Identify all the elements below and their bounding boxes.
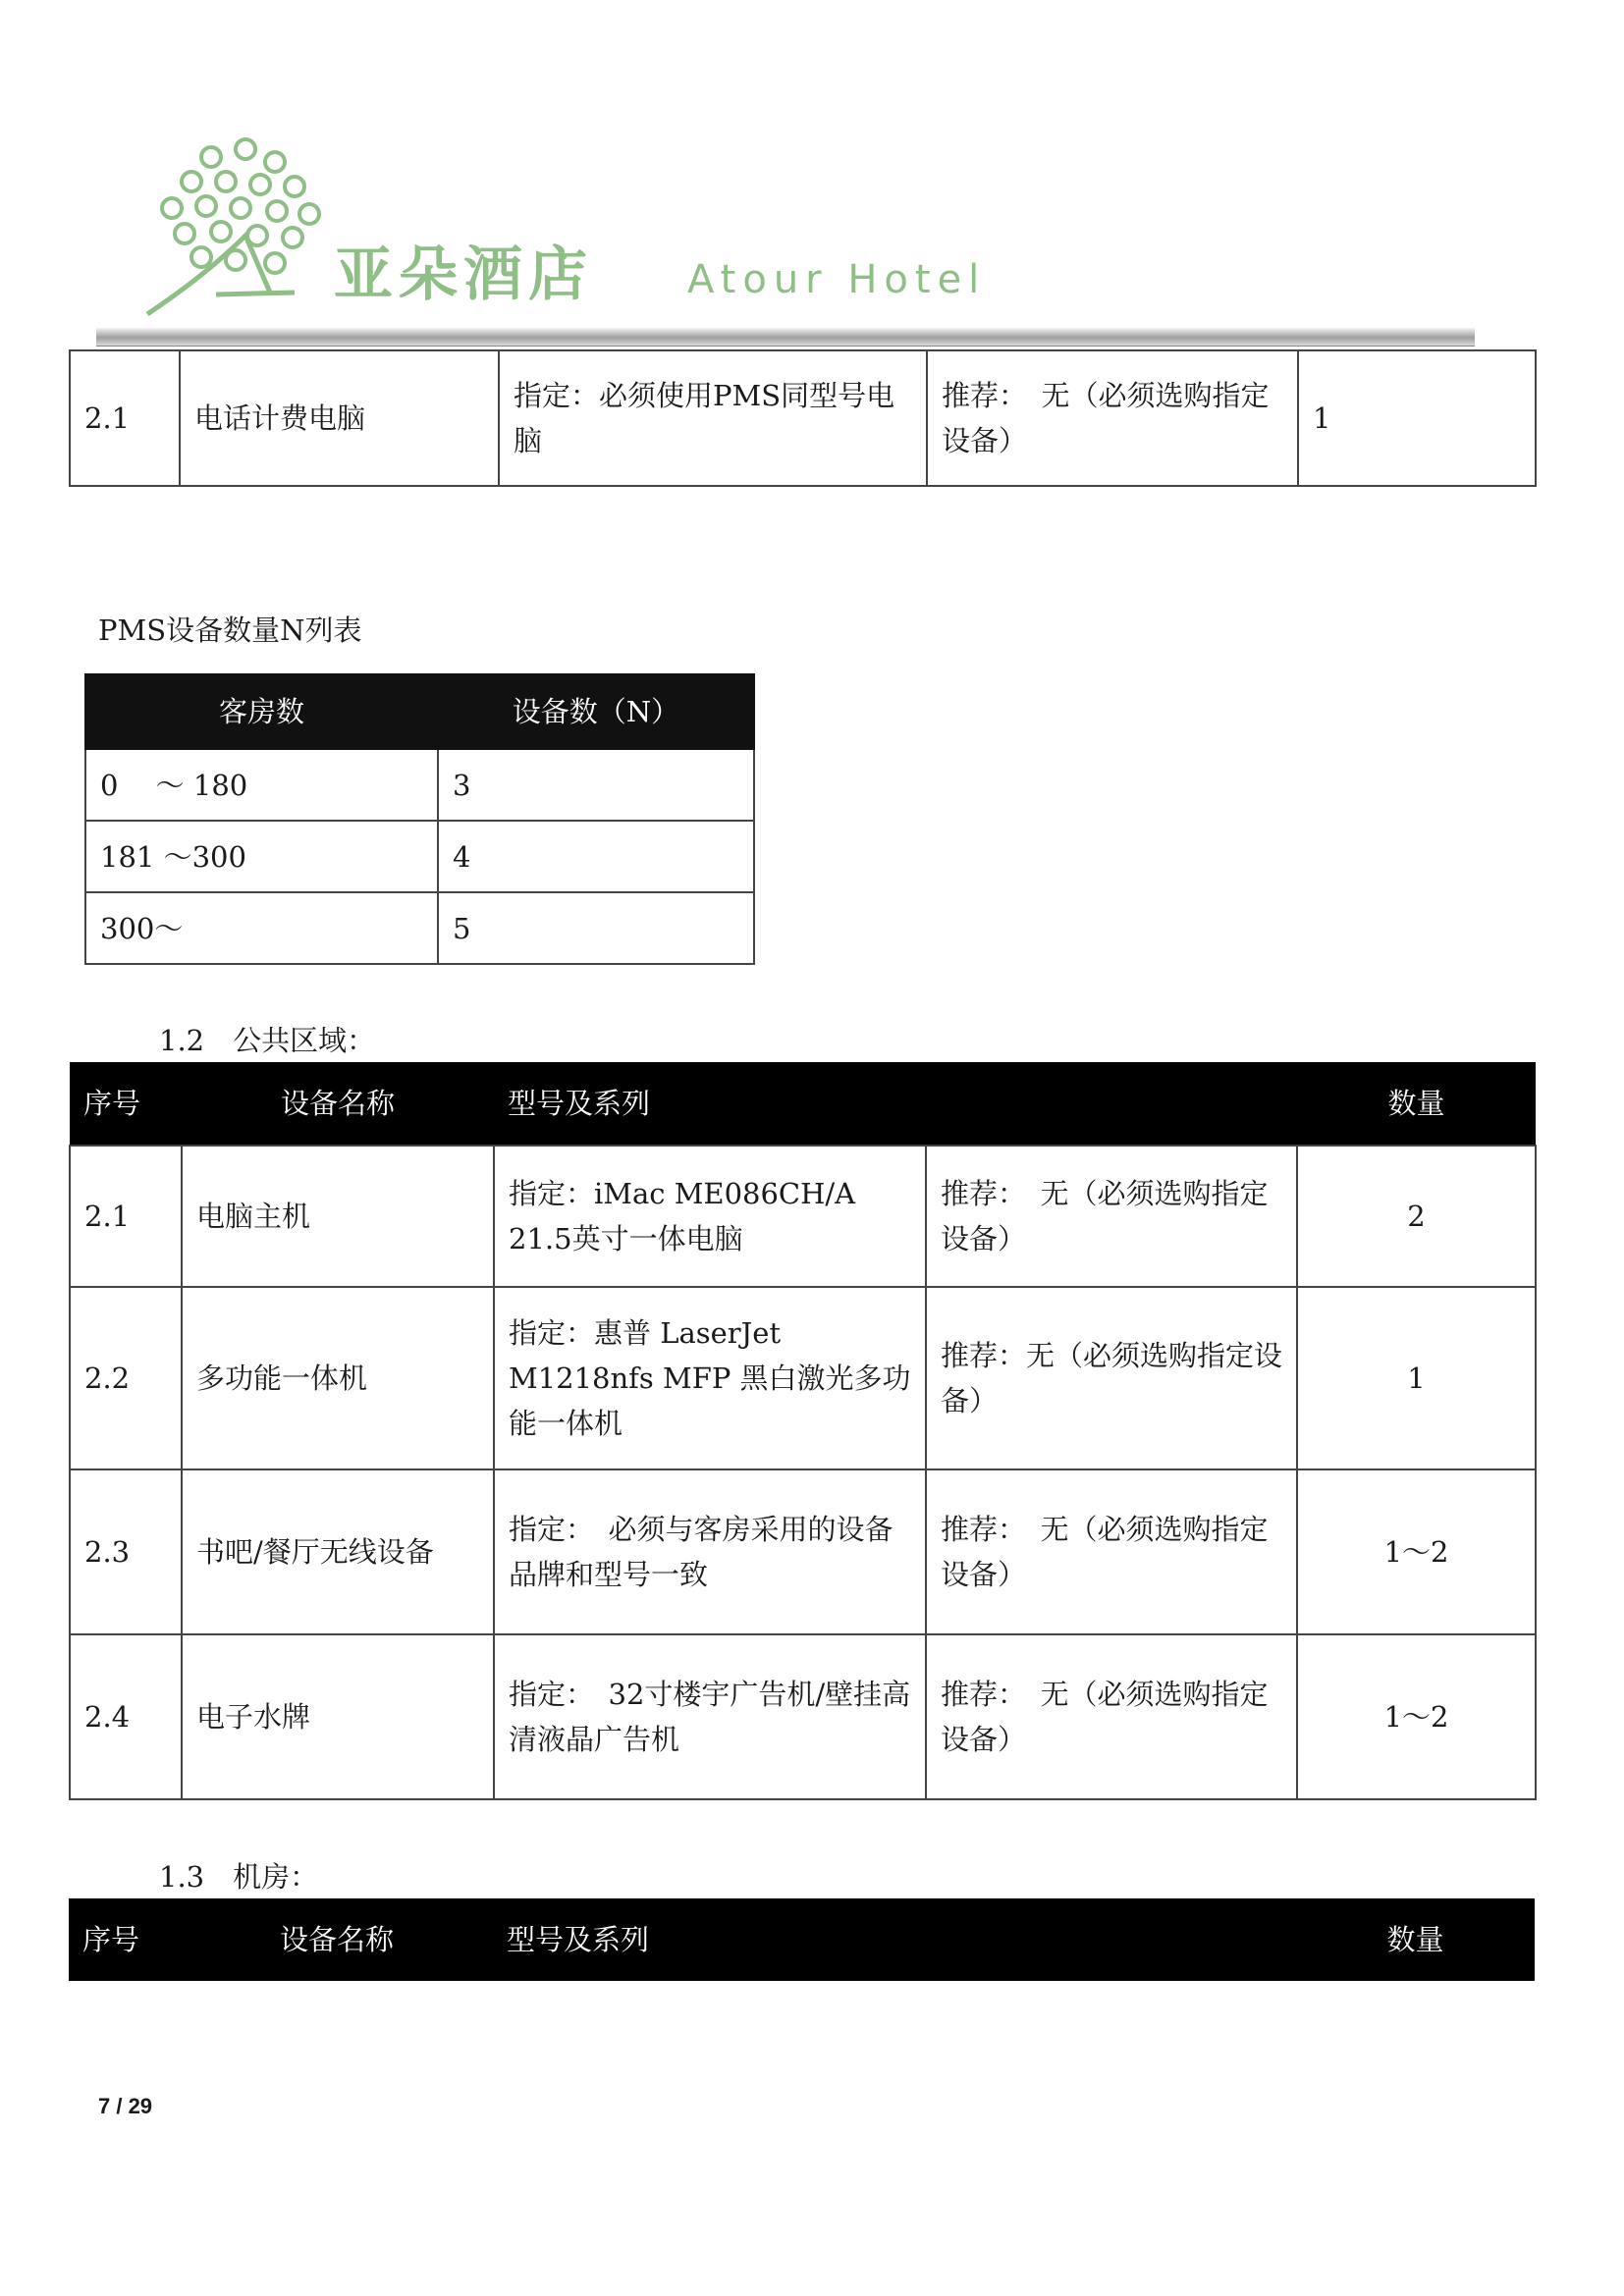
- table-row: [70, 1634, 1536, 1799]
- table-header-row: [70, 1062, 1536, 1146]
- table-header-row: [69, 1898, 1535, 1981]
- table-row: [85, 892, 754, 964]
- cell-index: 2.4: [70, 1634, 182, 1799]
- table-row: [70, 350, 1536, 486]
- cell-index: 2.1: [70, 1146, 182, 1287]
- tree-logo-icon: [147, 139, 319, 314]
- table-row: [70, 1146, 1536, 1287]
- header-model: 型号及系列: [494, 1062, 1297, 1146]
- cell-index: 2.2: [70, 1287, 182, 1469]
- table-row: [70, 1469, 1536, 1634]
- header-model: 型号及系列: [493, 1898, 1296, 1981]
- cell-model: 指定： 32寸楼宇广告机/壁挂高清液晶广告机: [494, 1634, 926, 1799]
- header-device-name: 设备名称: [181, 1898, 493, 1981]
- cell-recommend: 推荐： 无（必须选购指定设备）: [926, 1146, 1297, 1287]
- header-index: 序号: [69, 1898, 181, 1981]
- public-area-table: [69, 1062, 1537, 1800]
- header-index: 序号: [70, 1062, 182, 1146]
- cell-index: 2.1: [70, 350, 180, 486]
- header-device-name: 设备名称: [182, 1062, 494, 1146]
- cell-device-name: 电话计费电脑: [180, 350, 499, 486]
- header-divider: [96, 328, 1475, 347]
- cell-quantity: 1～2: [1297, 1634, 1536, 1799]
- cell-quantity: 1: [1298, 350, 1536, 486]
- header-quantity: 数量: [1296, 1898, 1535, 1981]
- cell-quantity: 2: [1297, 1146, 1536, 1287]
- cell-model: 指定： 必须与客房采用的设备品牌和型号一致: [494, 1469, 926, 1634]
- cell-room-range: 181 ～300: [85, 821, 438, 892]
- table-row: [85, 821, 754, 892]
- table-row: [70, 1287, 1536, 1469]
- cell-device-number: 4: [438, 821, 754, 892]
- page-number: 7 / 29: [98, 2094, 153, 2118]
- cell-device-name: 多功能一体机: [182, 1287, 494, 1469]
- cell-index: 2.3: [70, 1469, 182, 1634]
- pms-count-table: [84, 673, 755, 965]
- cell-device-number: 5: [438, 892, 754, 964]
- cell-recommend: 推荐： 无（必须选购指定设备）: [927, 350, 1298, 486]
- cell-room-range: 0 ～ 180: [85, 749, 438, 821]
- section-heading-public-area: 1.2 公共区域：: [159, 1024, 376, 1057]
- cell-model: 指定：惠普 LaserJet M1218nfs MFP 黑白激光多功能一体机: [494, 1287, 926, 1469]
- cell-device-name: 电脑主机: [182, 1146, 494, 1287]
- cell-recommend: 推荐： 无（必须选购指定设备）: [926, 1469, 1297, 1634]
- cell-room-range: 300～: [85, 892, 438, 964]
- cell-recommend: 推荐：无（必须选购指定设备）: [926, 1287, 1297, 1469]
- cell-model: 指定：必须使用PMS同型号电脑: [499, 350, 927, 486]
- header-quantity: 数量: [1297, 1062, 1536, 1146]
- header-room-count: 客房数: [85, 674, 438, 749]
- cell-recommend: 推荐： 无（必须选购指定设备）: [926, 1634, 1297, 1799]
- logo-cn-text: 亚朵酒店: [334, 240, 593, 309]
- table-row: [85, 749, 754, 821]
- section-heading-machine-room: 1.3 机房：: [159, 1860, 319, 1894]
- cell-device-number: 3: [438, 749, 754, 821]
- header-device-count: 设备数（N）: [438, 674, 754, 749]
- cell-quantity: 1～2: [1297, 1469, 1536, 1634]
- pms-table-caption: PMS设备数量N列表: [98, 614, 362, 647]
- hotel-logo: [98, 128, 1021, 334]
- cell-device-name: 电子水牌: [182, 1634, 494, 1799]
- cell-device-name: 书吧/餐厅无线设备: [182, 1469, 494, 1634]
- top-equipment-table: [69, 349, 1537, 487]
- cell-quantity: 1: [1297, 1287, 1536, 1469]
- logo-en-text: Atour Hotel: [687, 257, 987, 302]
- cell-model: 指定：iMac ME086CH/A 21.5英寸一体电脑: [494, 1146, 926, 1287]
- machine-room-table: [69, 1898, 1535, 1981]
- table-header-row: [85, 674, 754, 749]
